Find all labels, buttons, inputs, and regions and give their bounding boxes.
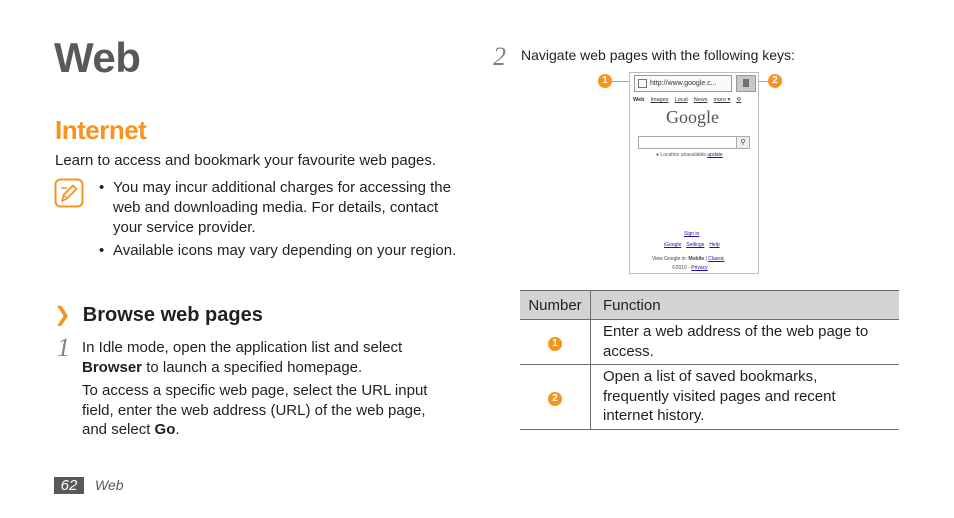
url-text: http://www.google.c... [650, 80, 717, 87]
table-row [520, 365, 899, 430]
row-function-cell: Open a list of saved bookmarks, frequently visited pages and recent internet history. [591, 365, 900, 430]
table-row [520, 320, 899, 365]
page-number: 62 [54, 477, 84, 494]
chevron-right-icon: ❯ [54, 304, 71, 326]
subsection-title [54, 302, 263, 327]
row-number-cell [520, 320, 591, 365]
nav-link-images[interactable]: Images [650, 97, 669, 103]
go-keyword: Go [154, 421, 176, 438]
favicon-icon [638, 79, 647, 88]
note-list [98, 178, 463, 264]
url-input[interactable] [634, 75, 732, 92]
step-1-paragraph: To access a specific web page, select the URL input field, enter the web address (URL) of the web page, and select Go. [82, 382, 428, 438]
google-logo: Google [666, 107, 719, 127]
browser-screenshot [629, 72, 759, 274]
step-number: 1 [57, 333, 70, 362]
settings-link[interactable]: Settings [686, 242, 705, 248]
view-classic-link[interactable]: Classic [708, 256, 725, 262]
browser-keyword: Browser [82, 358, 143, 376]
sign-in-link[interactable]: Sign in [684, 231, 700, 237]
section-title: Internet [55, 115, 147, 145]
footer-section: Web [95, 477, 124, 493]
location-dot-icon: ● [656, 152, 661, 158]
help-link[interactable]: Help [709, 242, 720, 248]
copyright: ©2010 - Privacy [672, 265, 708, 271]
view-mobile: Mobile [688, 256, 705, 262]
step-2-text: Navigate web pages with the following keys: [521, 47, 795, 63]
function-table [520, 290, 899, 430]
nav-link-local[interactable]: Local [674, 97, 688, 103]
header-function: Function [591, 291, 900, 320]
step-number: 2 [493, 42, 506, 71]
table-header-row [520, 291, 899, 320]
search-icon[interactable]: ⚲ [736, 136, 750, 149]
note-icon [54, 178, 84, 208]
location-update-link[interactable]: update [707, 152, 723, 158]
row-number-cell [520, 365, 591, 430]
google-nav [633, 97, 747, 103]
google-footer-links [664, 242, 725, 248]
intro-text: Learn to access and bookmark your favourite web pages. [55, 152, 437, 169]
nav-link-more[interactable]: more ▾ [713, 97, 731, 103]
nav-link-web[interactable]: Web [633, 97, 645, 103]
igoogle-link[interactable]: iGoogle [664, 242, 682, 248]
settings-gear-icon[interactable]: ⚙ [736, 97, 742, 103]
callout-1: 1 [598, 74, 612, 88]
row-function-cell: Enter a web address of the web page to access. [591, 320, 900, 365]
callout-2: 2 [548, 392, 562, 406]
note-item: • You may incur additional charges for accessing the web and downloading media. For details, contact your service provider. [98, 178, 463, 238]
nav-link-news[interactable]: News [693, 97, 708, 103]
step-1-text [82, 338, 442, 444]
header-number: Number [520, 291, 591, 320]
location-status: ● Location unavailable update [656, 152, 723, 158]
view-mode: View Google in: Mobile | Classic [652, 256, 725, 262]
subsection-title-text: Browse web pages [82, 304, 263, 326]
bookmark-button[interactable] [736, 75, 756, 92]
google-search-input[interactable] [638, 136, 750, 149]
note-item: • Available icons may vary depending on your region. [98, 241, 463, 261]
step-1-paragraph: In Idle mode, open the application list and select Browser to launch a specified homepage. [82, 339, 403, 376]
chapter-title: Web [54, 34, 141, 81]
callout-1: 1 [548, 337, 562, 351]
privacy-link[interactable]: Privacy [691, 265, 708, 271]
bookmark-icon [743, 79, 749, 87]
callout-2: 2 [768, 74, 782, 88]
